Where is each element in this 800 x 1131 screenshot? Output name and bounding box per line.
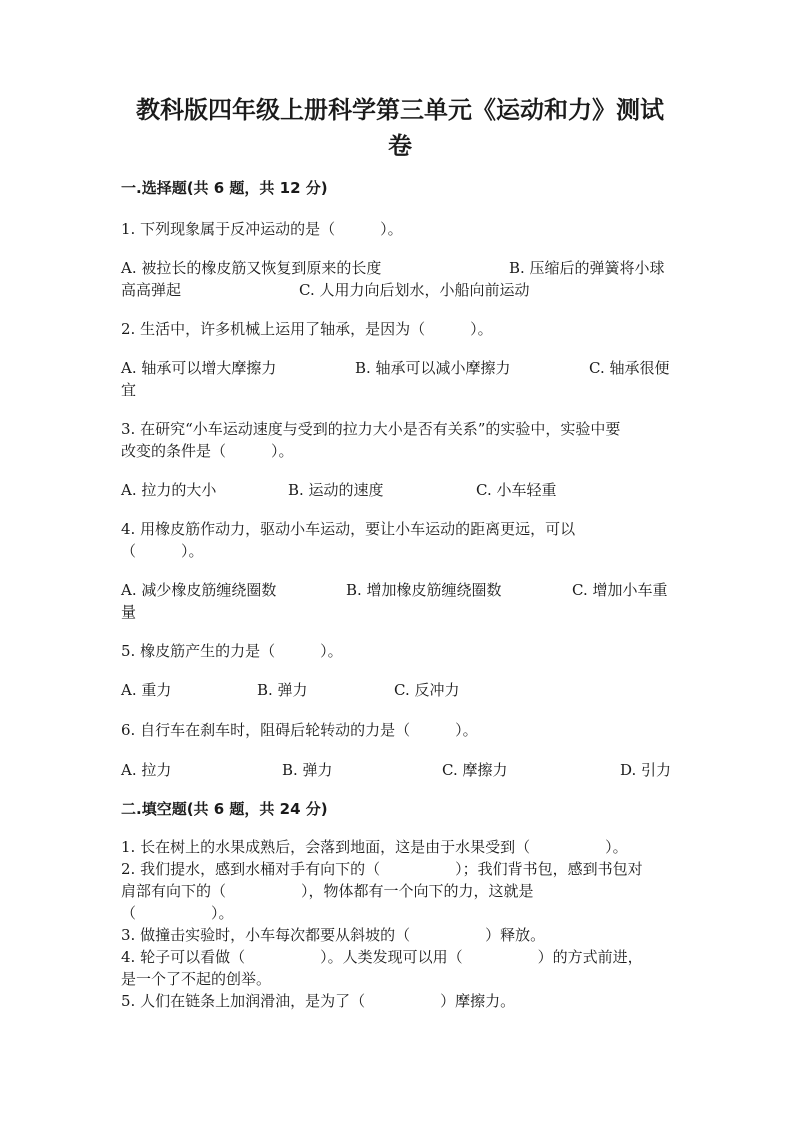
- option-b: B. 压缩后的弹簧将小球: [509, 259, 665, 277]
- option-c: C. 小车轻重: [476, 481, 557, 499]
- option-c: C. 人用力向后划水，小船向前运动: [299, 281, 530, 299]
- option-a: A. 减少橡皮筋缠绕圈数: [121, 581, 277, 599]
- question-1-options-wrap: [121, 279, 669, 301]
- option-a: A. 被拉长的橡皮筋又恢复到原来的长度: [121, 259, 382, 277]
- question-4-line-1: 4. 用橡皮筋作动力，驱动小车运动，要让小车运动的距离更远，可以: [121, 520, 576, 538]
- question-4-options-wrap: [121, 601, 669, 623]
- question-1-options: [121, 257, 669, 279]
- question-2-options-wrap: [121, 379, 669, 401]
- option-c: C. 轴承很便: [589, 359, 670, 377]
- option-b-continued: 高高弹起: [121, 281, 182, 299]
- option-c-continued: 量: [121, 603, 137, 621]
- option-b: B. 轴承可以减小摩擦力: [355, 359, 511, 377]
- question-2: 2. 生活中，许多机械上运用了轴承，是因为（ ）。: [121, 320, 493, 338]
- option-c-continued: 宜: [121, 381, 137, 399]
- option-b: B. 弹力: [282, 761, 333, 779]
- question-5-options: [121, 679, 669, 701]
- option-a: A. 拉力: [121, 761, 172, 779]
- fill-line-3: 肩部有向下的（ ），物体都有一个向下的力，这就是: [121, 882, 534, 900]
- question-4-line-2: （ ）。: [121, 542, 204, 560]
- question-1: 1. 下列现象属于反冲运动的是（ ）。: [121, 220, 403, 238]
- fill-line-1: 1. 长在树上的水果成熟后，会落到地面，这是由于水果受到（ ）。: [121, 838, 628, 856]
- option-c: C. 摩擦力: [442, 761, 508, 779]
- option-a: A. 拉力的大小: [121, 481, 217, 499]
- fill-line-5: 3. 做撞击实验时，小车每次都要从斜坡的（ ）释放。: [121, 926, 546, 944]
- section-heading-choice: 一.选择题(共 6 题，共 12 分): [121, 179, 328, 197]
- fill-line-6: 4. 轮子可以看做（ ）。人类发现可以用（ ）的方式前进，: [121, 948, 643, 966]
- option-a: A. 重力: [121, 681, 172, 699]
- section-heading-fill-blank: 二.填空题(共 6 题，共 24 分): [121, 800, 328, 818]
- question-3-line-1: 3. 在研究“小车运动速度与受到的拉力大小是否有关系”的实验中，实验中要: [121, 420, 621, 438]
- option-b: B. 增加橡皮筋缠绕圈数: [346, 581, 502, 599]
- fill-line-8: 5. 人们在链条上加润滑油，是为了（ ）摩擦力。: [121, 992, 516, 1010]
- fill-line-2: 2. 我们提水，感到水桶对手有向下的（ ）；我们背书包，感到书包对: [121, 860, 643, 878]
- fill-line-7: 是一个了不起的创举。: [121, 970, 272, 988]
- fill-line-4: （ ）。: [121, 904, 234, 922]
- question-6: 6. 自行车在刹车时，阻碍后轮转动的力是（ ）。: [121, 721, 478, 739]
- option-b: B. 弹力: [257, 681, 308, 699]
- title-line-2: 卷: [388, 132, 412, 160]
- option-d: D. 引力: [620, 761, 672, 779]
- question-5: 5. 橡皮筋产生的力是（ ）。: [121, 642, 343, 660]
- question-6-options: [121, 759, 672, 781]
- question-2-options: [121, 357, 669, 379]
- title-line-1: 教科版四年级上册科学第三单元《运动和力》测试: [136, 96, 664, 124]
- page-title: [112, 92, 688, 164]
- question-3-options: [121, 479, 669, 501]
- option-a: A. 轴承可以增大摩擦力: [121, 359, 277, 377]
- option-b: B. 运动的速度: [288, 481, 384, 499]
- question-3-line-2: 改变的条件是（ ）。: [121, 442, 294, 460]
- option-c: C. 增加小车重: [572, 581, 668, 599]
- option-c: C. 反冲力: [394, 681, 460, 699]
- question-4-options: [121, 579, 669, 601]
